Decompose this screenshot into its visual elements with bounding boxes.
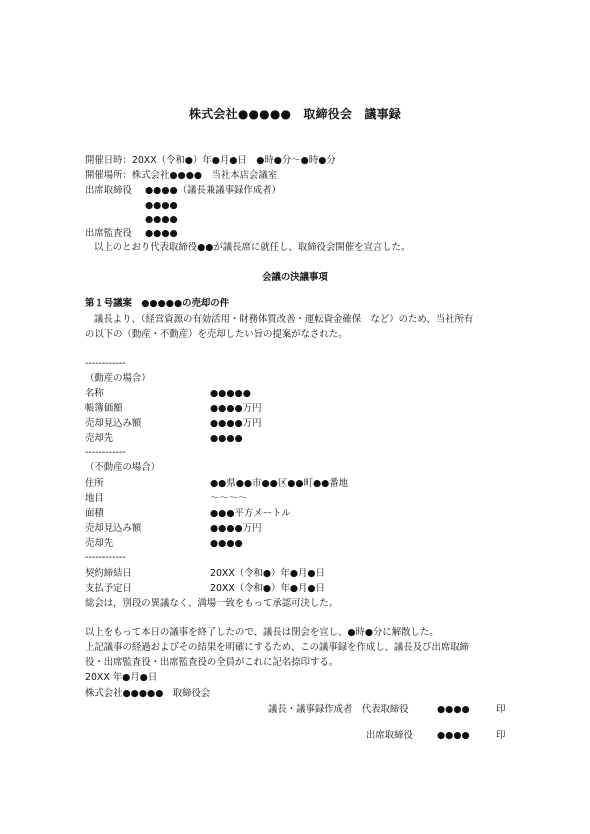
movable-key-name: 名称 [85,388,104,399]
auditors-label: 出席監査役 [85,228,132,239]
separator: ------------ [85,552,126,563]
directors-label: 出席取締役 [85,185,132,196]
closing-company: 株式会社●●●●● 取締役会 [85,688,211,699]
signature-role-chair: 議長・議事録作成者 代表取締役 [268,704,409,715]
signature-seal-chair: 印 [496,704,506,715]
realestate-key-address: 住所 [85,478,104,489]
movable-value-book-value: ●●●●万円 [210,403,262,414]
director-3: ●●●● [145,214,178,225]
approval-statement: 総会は，別段の異議なく、満場一致をもって承認可決した。 [85,598,338,609]
realestate-key-land-category: 地目 [85,493,104,504]
payment-date-key: 支払予定日 [85,583,132,594]
realestate-value-area: ●●●平方メートル [210,508,291,519]
signature-role-director: 出席取締役 [366,730,413,741]
separator: ------------ [85,358,126,369]
realestate-value-buyer: ●●●● [210,538,243,549]
movable-label: （動産の場合） [85,373,151,384]
movable-key-buyer: 売却先 [85,433,114,444]
realestate-value-expected-price: ●●●●万円 [210,523,262,534]
opening-statement: 以上のとおり代表取締役●●が議長席に就任し、取締役会開催を宣言した。 [94,242,411,253]
realestate-key-area: 面積 [85,508,104,519]
realestate-key-buyer: 売却先 [85,538,114,549]
document-title: 株式会社●●●●● 取締役会 議事録 [189,107,401,121]
agenda-title: 第１号議案 ●●●●●の売却の件 [85,298,230,309]
closing-line-1: 以上をもって本日の議事を終了したので、議長は閉会を宣し、●時●分に解散した。 [85,627,439,638]
meeting-place: 開催場所：株式会社●●●● 当社本店会議室 [85,170,278,181]
contract-date-key: 契約締結日 [85,568,132,579]
director-2: ●●●● [145,200,178,211]
closing-date: 20XX 年●月●日 [85,672,158,683]
movable-value-name: ●●●●● [210,388,251,399]
closing-line-2: 上記議事の経過およびその結果を明確にするため、この議事録を作成し、議長及び出席取締 [85,642,470,653]
agenda-proposal-line-1: 議長より、（経営資源の有効活用・財務体質改善・運転資金確保 など）のため、当社所有 [94,314,474,325]
contract-date-value: 20XX（令和●）年●月●日 [210,568,325,579]
auditor-1: ●●●● [145,228,178,239]
separator: ------------ [85,447,126,458]
movable-value-expected-price: ●●●●万円 [210,418,262,429]
signature-name-chair: ●●●● [437,704,470,715]
movable-key-book-value: 帳簿価額 [85,403,123,414]
payment-date-value: 20XX（令和●）年●月●日 [210,583,325,594]
realestate-value-address: ●●県●●市●●区●●町●●番地 [210,478,349,489]
movable-key-expected-price: 売却見込み額 [85,418,142,429]
signature-seal-director: 印 [496,730,506,741]
realestate-value-land-category: ～～～～ [210,493,248,504]
resolutions-heading: 会議の決議事項 [262,272,328,283]
agenda-proposal-line-2: の以下の（動産・不動産）を売却したい旨の提案がなされた。 [85,329,348,340]
realestate-label: （不動産の場合） [85,462,161,473]
closing-line-3: 役・出席監査役・出席監査役の全員がこれに記名捺印する。 [85,657,339,668]
director-1: ●●●●（議長兼議事録作成者） [145,185,281,196]
signature-name-director: ●●●● [437,730,470,741]
movable-value-buyer: ●●●● [210,433,243,444]
realestate-key-expected-price: 売却見込み額 [85,523,142,534]
meeting-datetime: 開催日時：20XX（令和●）年●月●日 ●時●分～●時●分 [85,155,336,166]
